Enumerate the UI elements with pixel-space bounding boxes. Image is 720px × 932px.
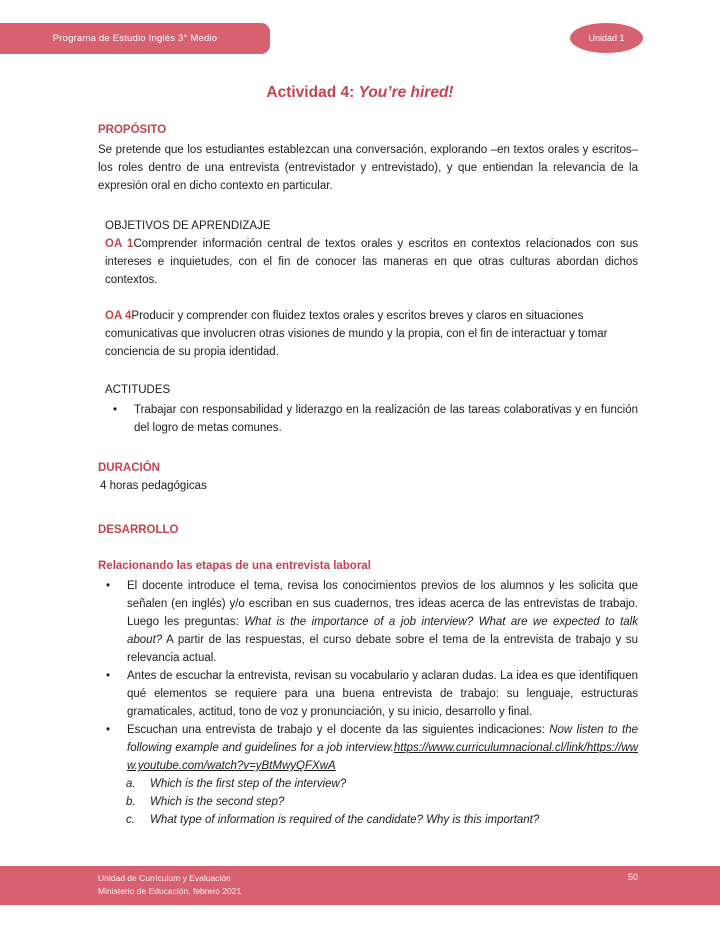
bullet-icon: • <box>106 580 111 592</box>
bullet1-pre: El docente introduce el tema, revisa los conocimientos previos de los alumnos y les solicita que señalen (en inglés) y/o escriban en sus cuadernos, tres ideas acerca de las entrevistas de trabajo. Luego les preguntas: <box>127 580 638 628</box>
question-item-a <box>98 775 638 793</box>
question-c-text: What type of information is required of the candidate? Why is this important? <box>150 814 540 826</box>
oa4-paragraph <box>105 307 638 361</box>
footer-line1: Unidad de Curriculum y Evaluación <box>98 873 231 883</box>
question-c-label: c. <box>126 814 135 826</box>
page-title-name: You’re hired! <box>358 84 454 101</box>
actitudes-bullet-text: Trabajar con responsabilidad y liderazgo en la realización de las tareas colaborativas y en función del logro de metas comunes. <box>134 404 638 434</box>
page-title-prefix: Actividad 4: <box>266 84 359 101</box>
page-number: 50 <box>628 872 639 882</box>
actitudes-section <box>105 381 638 437</box>
bullet-icon: • <box>106 670 111 682</box>
bullet-icon: • <box>106 724 111 736</box>
desarrollo-heading: DESARROLLO <box>98 524 179 536</box>
desarrollo-subheading: Relacionando las etapas de una entrevista laboral <box>98 560 371 572</box>
program-banner-label: Programa de Estudio Inglés 3° Medio <box>52 33 218 44</box>
video-link[interactable]: https://www.curriculumnacional.cl/link/https://www.youtube.com/watch?v=yBtMwyQFXwA <box>127 742 638 772</box>
oa1-paragraph <box>105 235 638 289</box>
oa1-label: OA 1 <box>105 238 134 250</box>
list-item <box>98 577 638 667</box>
duracion-heading: DURACIÓN <box>98 462 160 474</box>
objetivos-section <box>105 217 638 361</box>
desarrollo-list <box>98 577 638 775</box>
question-a-label: a. <box>126 778 136 790</box>
interview-questions-list <box>98 775 638 829</box>
actitudes-heading: ACTITUDES <box>105 384 171 396</box>
program-banner <box>0 23 270 54</box>
duracion-text: 4 horas pedagógicas <box>100 480 207 492</box>
question-a-text: Which is the first step of the interview? <box>150 778 347 790</box>
page-title <box>0 84 720 102</box>
bullet3-instruction-english: Now listen to the following example and guidelines for a job interview. <box>127 724 638 754</box>
question-item-b <box>98 793 638 811</box>
actitudes-list <box>105 401 638 437</box>
list-item <box>105 401 638 437</box>
objetivos-heading: OBJETIVOS DE APRENDIZAJE <box>105 220 271 232</box>
oa4-text: Producir y comprender con fluidez textos orales y escritos breves y claros en situaciones comunicativas que involucren otras visiones de mundo y la propia, con el fin de interactuar y tomar conciencia de su propia identidad. <box>105 310 608 358</box>
question-b-text: Which is the second step? <box>150 796 285 808</box>
bullet1-post: A partir de las respuestas, el curso debate sobre el tema de la entrevista de trabajo y su relevancia actual. <box>127 634 638 664</box>
unit-badge-label: Unidad 1 <box>588 33 625 43</box>
question-item-c <box>98 811 638 829</box>
question-b-label: b. <box>126 796 136 808</box>
footer-text <box>98 872 241 897</box>
unit-badge <box>570 23 643 53</box>
bullet3-pre: Escuchan una entrevista de trabajo y el docente da las siguientes indicaciones: <box>127 724 550 736</box>
list-item <box>98 721 638 775</box>
footer-line2: Ministerio de Educación, febrero 2021 <box>98 885 242 896</box>
bullet2-text: Antes de escuchar la entrevista, revisan su vocabulario y aclaran dudas. La idea es que identifiquen qué elementos se requiere para una buena entrevista de trabajo: su lenguaje, estructuras gramaticales, actitud, tono de voz y pronunciación, y su inicio, desarrollo y final. <box>127 670 638 718</box>
list-item <box>98 667 638 721</box>
proposito-paragraph: Se pretende que los estudiantes establezcan una conversación, explorando –en textos orales y escritos– los roles dentro de una entrevista (entrevistador y entrevistado), y que entiendan la relevancia de la expresión oral en dicho contexto en particular. <box>98 144 638 192</box>
proposito-heading: PROPÓSITO <box>98 124 167 136</box>
oa1-text: Comprender información central de textos orales y escritos en contextos relacionados con sus intereses e inquietudes, con el fin de conocer las maneras en que otras culturas abordan dichos contextos. <box>105 238 639 286</box>
bullet-icon: • <box>113 404 118 416</box>
page-footer <box>0 866 720 905</box>
document-body <box>98 121 638 829</box>
bullet1-question-english: What is the importance of a job interview? What are we expected to talk about? <box>127 616 638 646</box>
oa4-label: OA 4 <box>105 310 132 322</box>
